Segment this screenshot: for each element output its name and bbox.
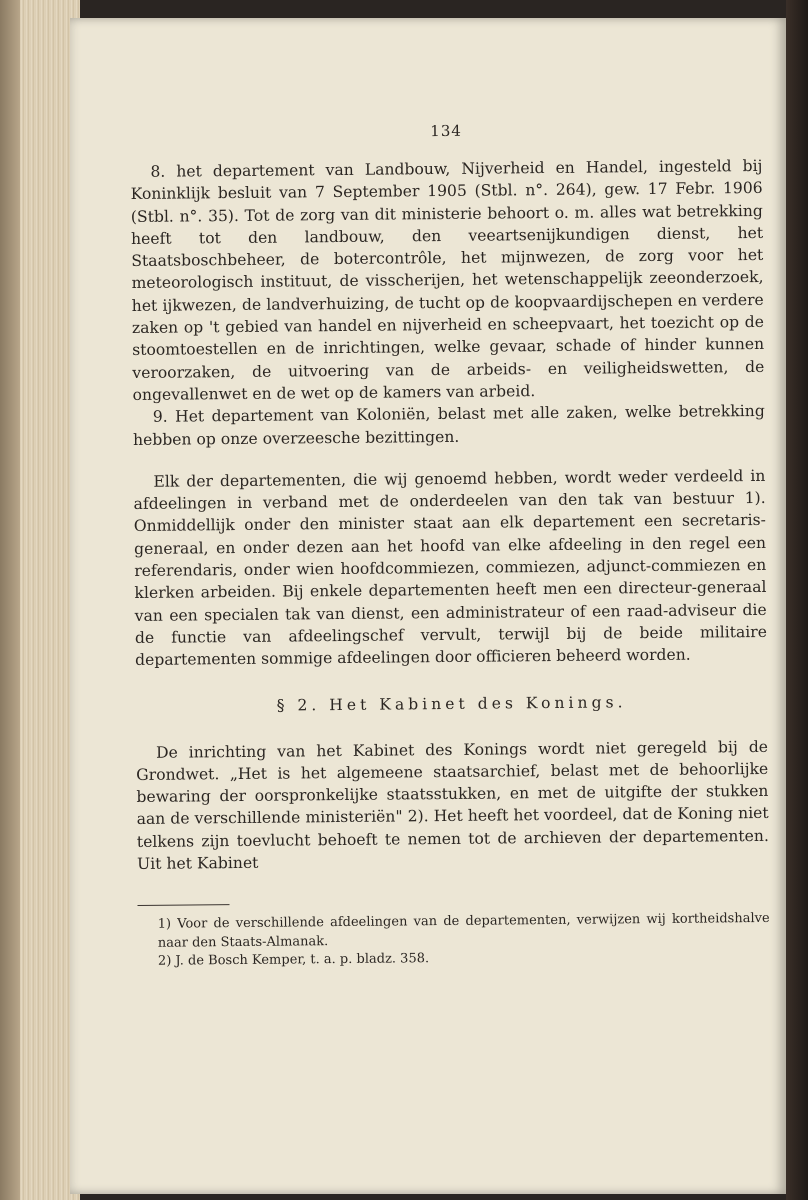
paragraph-kabinet: De inrichting van het Kabinet des Konings wordt niet geregeld bij de Grondwet. „Het is het algemeene staatsarchief, belast met de behoorlijke bewaring der oorspronkelijke staatsstukken, en met de uitgifte der stukken aan de verschillende ministeriën" 2). Het heeft het voordeel, dat de Koning niet telkens zijn toevlucht behoeft te nemen tot de archieven der departementen. Uit het Kabinet	[136, 737, 769, 873]
page-number: 134	[430, 121, 462, 141]
footnote-2: 2) J. de Bosch Kemper, t. a. p. bladz. 358.	[157, 951, 430, 970]
page-content	[130, 119, 770, 972]
section-heading: § 2. Het Kabinet des Konings.	[276, 692, 627, 715]
paragraph-kolonien: 9. Het departement van Koloniën, belast met alle zaken, welke betrekking hebben op onze overzeesche bezittingen.	[132, 402, 765, 449]
footnote-divider	[137, 904, 229, 906]
paragraph-departementen: Elk der departementen, die wij genoemd hebben, wordt weder verdeeld in afdeelingen in verband met de onderdeelen van den tak van bestuur 1). Onmiddellijk onder den minister staat aan elk departement een secretaris-generaal, en onder dezen aan het hoofd van elke afdeeling in den regel een referendaris, onder wien hoofdcommiezen, commiezen, adjunct-commiezen en klerken arbeiden. Bij enkele departementen heeft men een directeur-generaal van een specialen tak van dienst, een administrateur of een raad-adviseur die de functie van afdeelingschef vervult, terwijl bij de beide militaire departementen sommige afdeelingen door officieren beheerd worden.	[133, 466, 767, 670]
paragraph-landbouw: 8. het departement van Landbouw, Nijverheid en Handel, ingesteld bij Koninklijk besluit van 7 September 1905 (Stbl. n°. 264), gew. 17 Febr. 1906 (Stbl. n°. 35). Tot de zorg van dit ministerie behoort o. m. alles wat betrekking heeft tot den landbouw, den veeartsenijkundigen dienst, het Staatsboschbeheer, de botercontrôle, het mijnwezen, de zorg voor het meteorologisch instituut, de visscherijen, het wetenschappelijk zeeonderzoek, het ijkwezen, de landverhuizing, de tucht op de koopvaardijschepen en verdere zaken op 't gebied van handel en nijverheid en scheepvaart, het toezicht op de stoomtoestellen en de inrichtingen, welke gevaar, schade of hinder kunnen veroorzaken, de uitvoering van de arbeids- en veiligheidswetten, de ongevallenwet en de wet op de kamers van arbeid.	[130, 156, 765, 404]
footnote-1: 1) Voor de verschillende afdeelingen van de departementen, verwijzen wij kortheidshalve naar den Staats-Almanak.	[157, 911, 770, 951]
book-spine	[786, 0, 808, 1200]
book-page-edges	[0, 0, 80, 1200]
